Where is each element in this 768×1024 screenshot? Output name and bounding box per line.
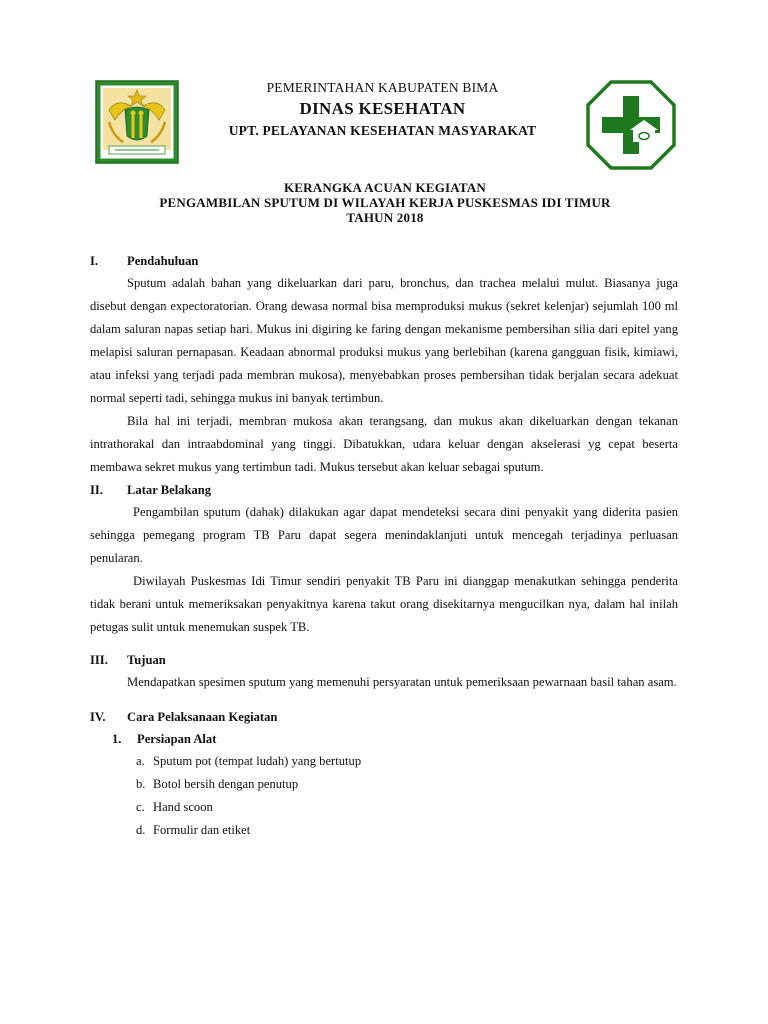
paragraph: Pengambilan sputum (dahak) dilakukan agar dapat mendeteksi secara dini penyakit yang diderita pasien sehingga pemegang program TB Paru dapat segera menindaklanjuti untuk mencegah terjadinya perluasan penularan. (90, 505, 678, 565)
section-title: Cara Pelaksanaan Kegiatan (127, 710, 278, 724)
letterhead-agency: DINAS KESEHATAN (299, 99, 466, 118)
letterhead-unit: UPT. PELAYANAN KESEHATAN MASYARAKAT (228, 123, 537, 138)
spacer (90, 694, 678, 706)
list-item (136, 750, 678, 773)
list-item-text: Hand scoon (153, 800, 213, 814)
list-item-text: Formulir dan etiket (153, 823, 251, 837)
section-number: IV. (90, 710, 106, 724)
section-heading-tujuan (90, 649, 678, 671)
list-item (136, 796, 678, 819)
list-item-text: Sputum pot (tempat ludah) yang bertutup (153, 754, 362, 768)
kabupaten-bima-emblem-icon (95, 80, 179, 164)
equipment-list (90, 750, 678, 842)
section-title: Tujuan (127, 653, 166, 667)
paragraph: Bila hal ini terjadi, membran mukosa akan terangsang, dan mukus akan dikeluarkan dengan tekanan intrathorakal dan intraabdominal yang tinggi. Dibatukkan, udara keluar dengan akselerasi yg cepat beserta membawa sekret mukus yang tertimbun tadi. Mukus tersebut akan keluar sebagai sputum. (90, 414, 678, 474)
title-line-2: PENGAMBILAN SPUTUM DI WILAYAH KERJA PUSKESMAS IDI TIMUR (159, 195, 611, 210)
paragraph: Mendapatkan spesimen sputum yang memenuhi persyaratan untuk pemeriksaan pewarnaan basil tahan asam. (127, 675, 677, 689)
paragraph: Diwilayah Puskesmas Idi Timur sendiri penyakit TB Paru ini dianggap menakutkan sehingga penderita tidak berani untuk memeriksakan penyakitnya karena takut orang disekitarnya mengucilkan nya, dalam hal inilah petugas sulit untuk menemukan suspek TB. (90, 574, 678, 634)
list-item-text: Botol bersih dengan penutup (153, 777, 299, 791)
list-marker: a. (136, 754, 145, 768)
subsection-title: Persiapan Alat (137, 732, 217, 746)
list-item (136, 819, 678, 842)
section-heading-pendahuluan (90, 250, 678, 272)
list-item (136, 773, 678, 796)
section-title: Pendahuluan (127, 254, 199, 268)
spacer (90, 639, 678, 649)
section-number: II. (90, 483, 103, 497)
section-number: I. (90, 254, 99, 268)
puskesmas-emblem-icon (586, 80, 676, 170)
subsection-heading-persiapan-alat (90, 728, 678, 750)
document-body (90, 250, 678, 842)
list-marker: d. (136, 823, 146, 837)
subsection-number: 1. (112, 732, 122, 746)
title-line-1: KERANGKA ACUAN KEGIATAN (283, 180, 487, 195)
document-title (90, 180, 680, 225)
section-number: III. (90, 653, 108, 667)
section-title: Latar Belakang (127, 483, 212, 497)
section-heading-cara-pelaksanaan (90, 706, 678, 728)
list-marker: b. (136, 777, 146, 791)
list-marker: c. (136, 800, 145, 814)
section-heading-latar-belakang (90, 479, 678, 501)
paragraph: Sputum adalah bahan yang dikeluarkan dari paru, bronchus, dan trachea melalui mulut. Biasanya juga disebut dengan expectoratorian. Orang dewasa normal bisa memproduksi mukus (sekret kelenjar) sejumlah 100 ml dalam saluran napas setiap hari. Mukus ini digiring ke faring dengan mekanisme pembersihan silia dari epitel yang melapisi saluran pernapasan. Keadaan abnormal produksi mukus yang berlebihan (karena gangguan fisik, kimiawi, atau infeksi yang terjadi pada membran mukosa), menyebabkan proses pembersihan tidak berjalan secara adekuat normal seperti tadi, sehingga mukus ini banyak tertimbun. (90, 276, 678, 405)
letterhead (180, 78, 585, 139)
title-line-3: TAHUN 2018 (346, 210, 424, 225)
letterhead-government: PEMERINTAHAN KABUPATEN BIMA (266, 80, 499, 95)
